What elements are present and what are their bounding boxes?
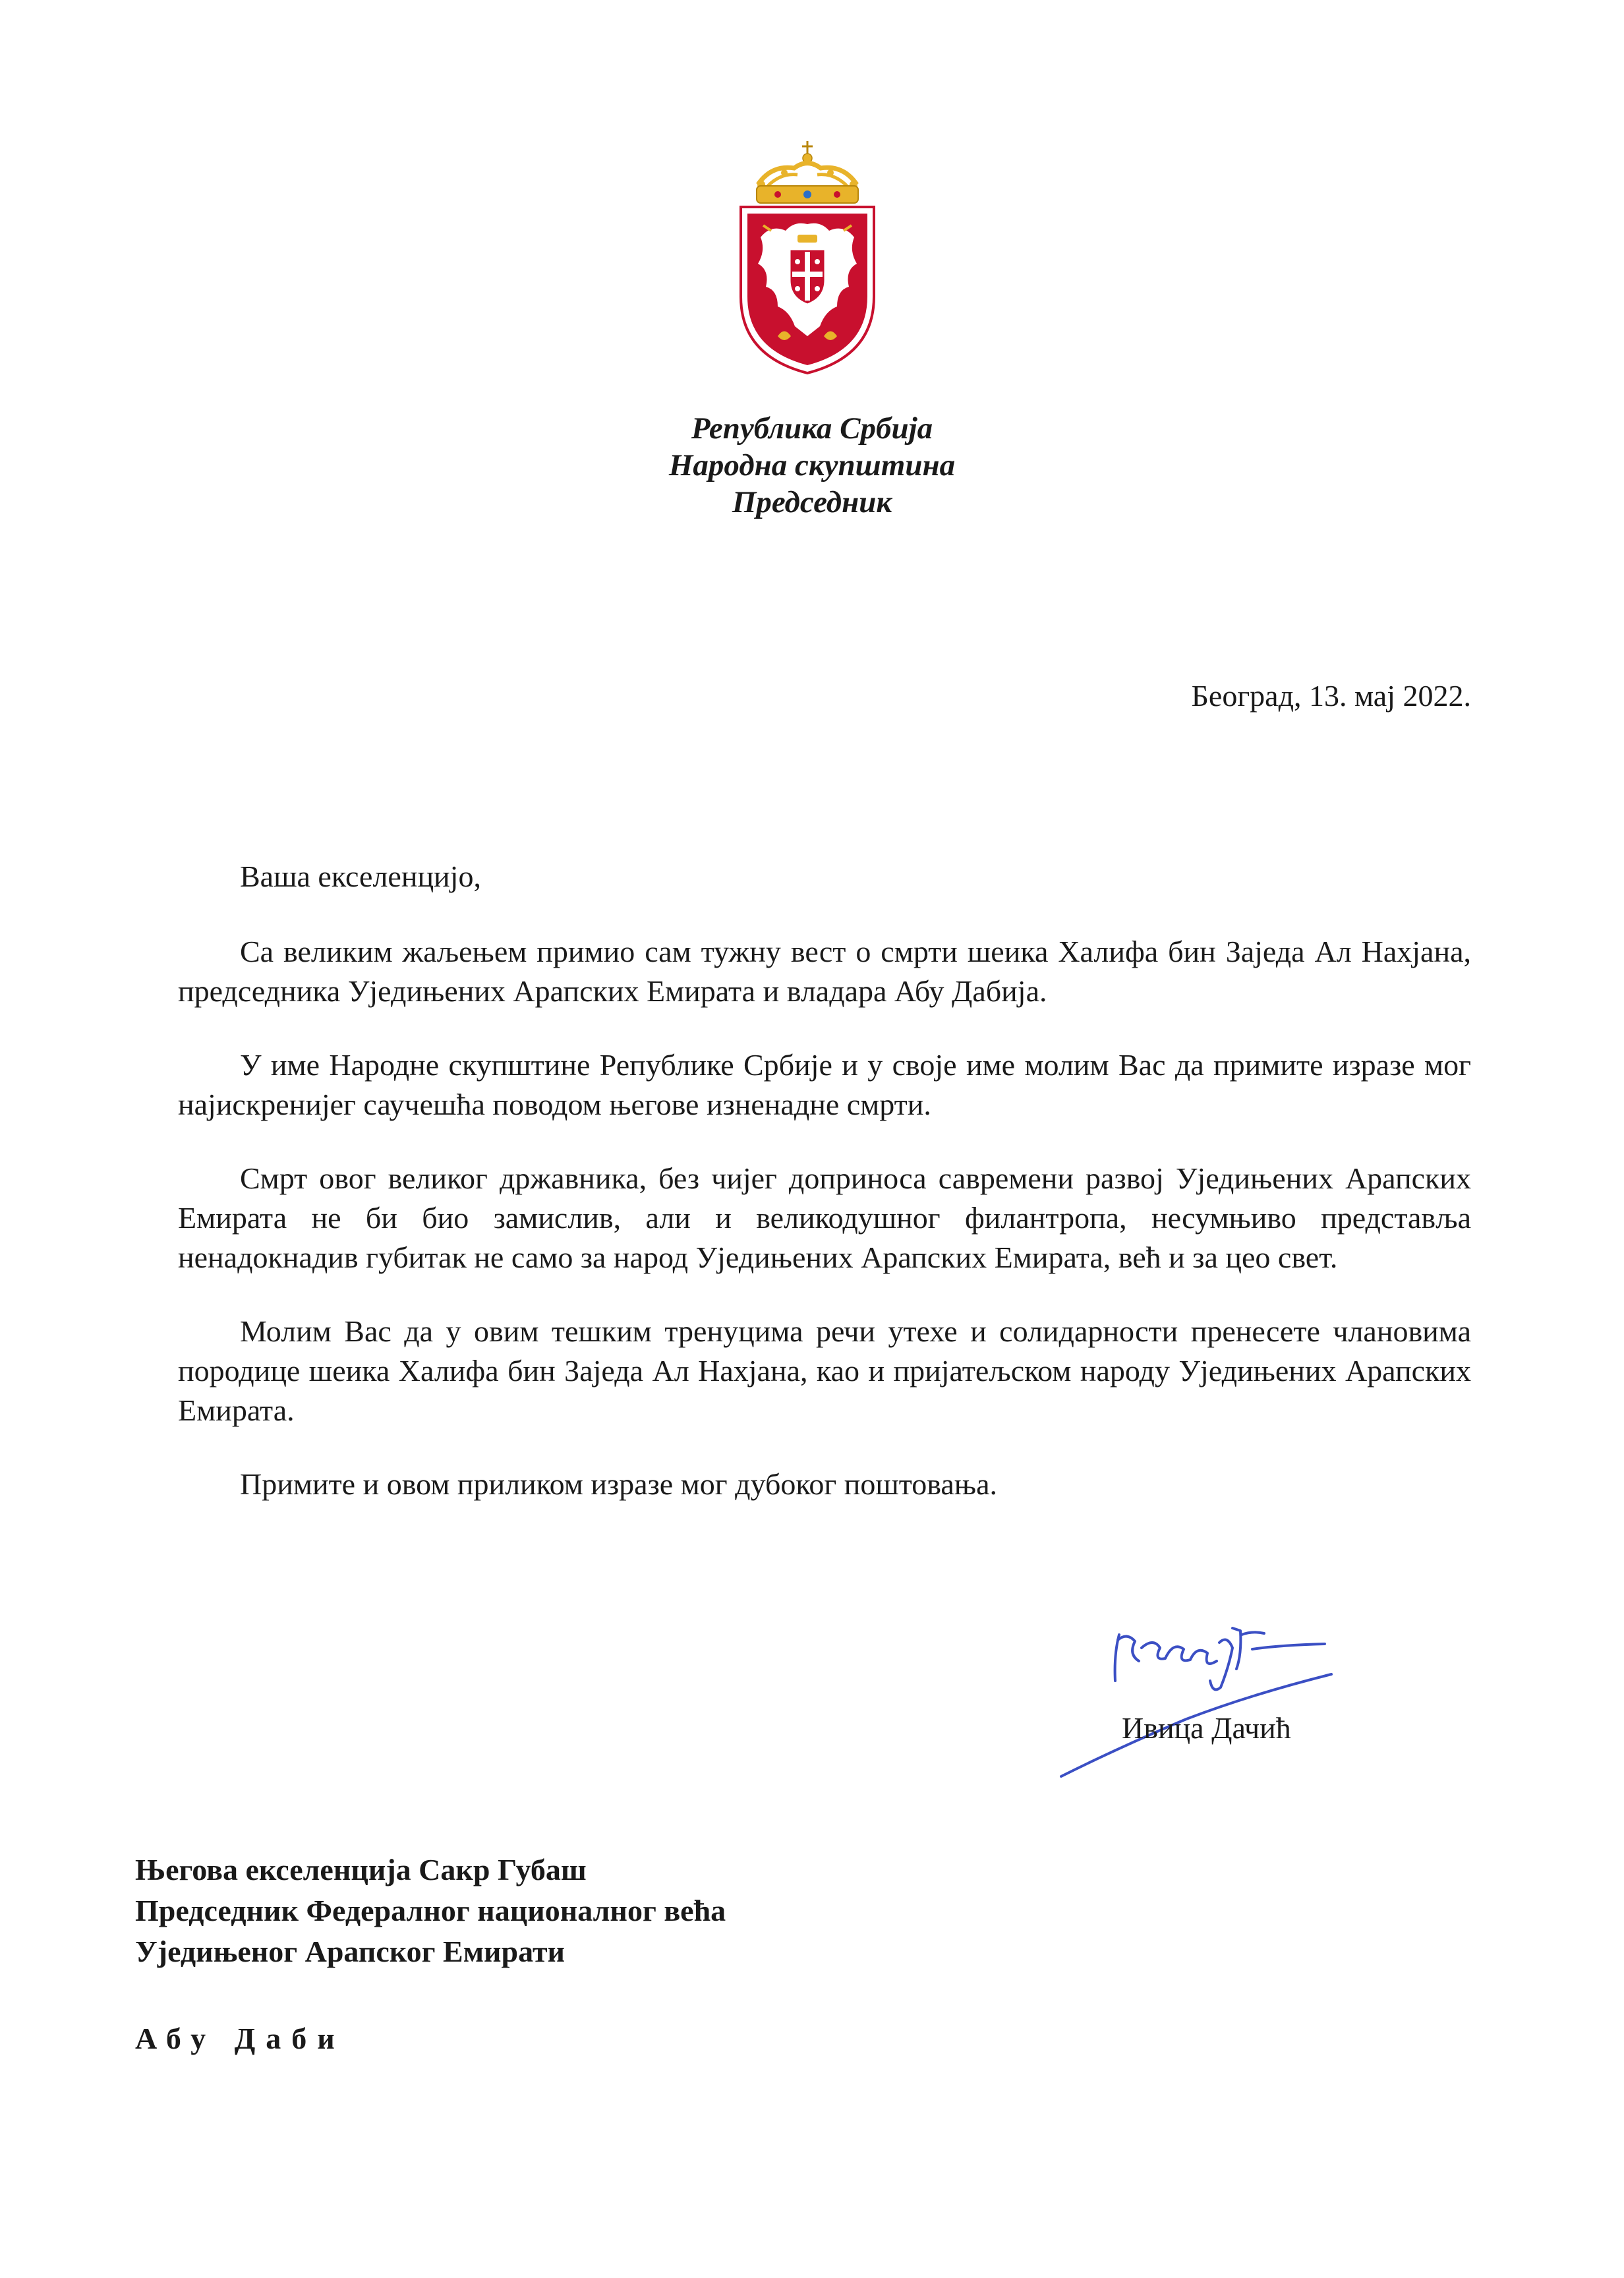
- recipient-title: Председник Федералног националног већа: [135, 1894, 726, 1927]
- letter-date: Београд, 13. мај 2022.: [1191, 679, 1471, 713]
- paragraph-1: Са великим жаљењем примио сам тужну вест о смрти шеика Халифа бин Заједа Ал Нахјана, председника Уједињених Арапских Емирата и владара Абу Дабија.: [178, 935, 1471, 1008]
- shield-icon: [741, 207, 874, 373]
- letterhead: [0, 410, 1624, 521]
- letterhead-office: Председник: [732, 485, 892, 519]
- salutation: Ваша екселенцијо,: [240, 860, 481, 893]
- signer-name: Ивица Дачић: [1122, 1711, 1291, 1745]
- recipient-city: Абу Даби: [135, 2022, 345, 2055]
- paragraph-2: У име Народне скупштине Републике Србије и у своје име молим Вас да примите изразе мог најискренијег саучешћа поводом његове изненадне смрти.: [178, 1048, 1471, 1121]
- letterhead-institution: Народна скупштина: [668, 448, 956, 482]
- letterhead-country: Република Србија: [691, 411, 933, 446]
- crown-icon: [757, 141, 858, 203]
- letter-body: [178, 857, 1471, 1504]
- paragraph-4: Молим Вас да у овим тешким тренуцима речи утехе и солидарности пренесете члановима породице шеика Халифа бин Заједа Ал Нахјана, као и пријатељском народу Уједињених Арапских Емирата.: [178, 1314, 1471, 1427]
- recipient-block: [135, 1850, 726, 1972]
- serbian-coat-of-arms-icon: [732, 138, 883, 376]
- recipient-name: Његова екселенција Сакр Губаш: [135, 1853, 587, 1886]
- handwritten-signature: [1055, 1608, 1364, 1780]
- signature: [1055, 1608, 1364, 1780]
- paragraph-3: Смрт овог великог државника, без чијег доприноса савремени развој Уједињених Арапских Емирата не би био замислив, али и великодушног филантропа, несумњиво представља ненадокнадив губитак не само за народ Уједињених Арапских Емирата, већ и за цео свет.: [178, 1161, 1471, 1274]
- recipient-country: Уједињеног Арапског Емирати: [135, 1935, 566, 1968]
- closing-line: Примите и овом приликом изразе мог дубоког поштовања.: [240, 1467, 997, 1501]
